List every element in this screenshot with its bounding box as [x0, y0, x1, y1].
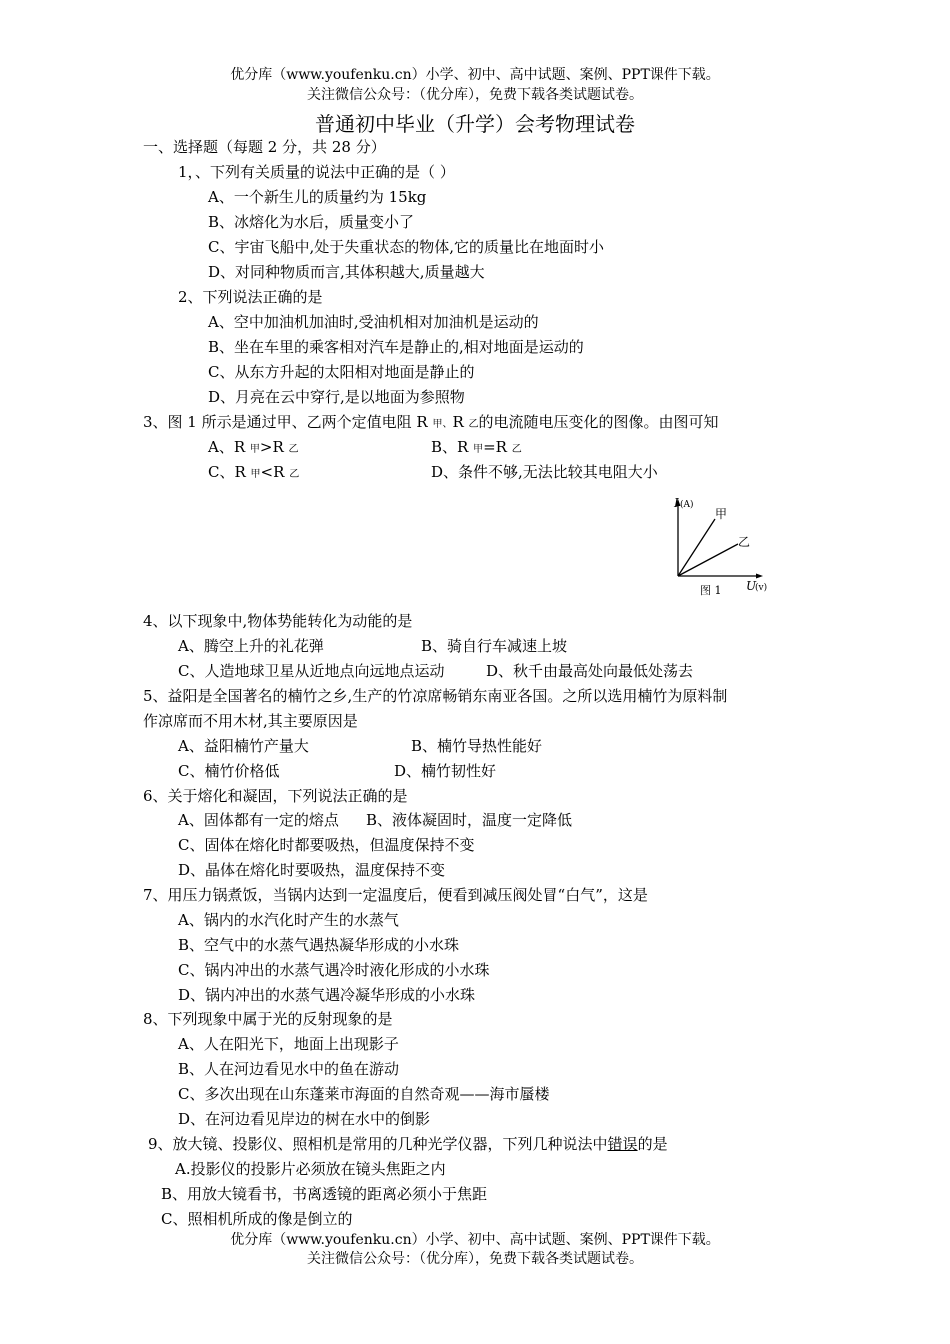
line-yi-label: 乙 [738, 535, 751, 549]
q1-option-d: D、对同种物质而言,其体积越大,质量越大 [208, 263, 485, 281]
x-axis-arrow-icon [756, 574, 763, 579]
q4-option-c: C、人造地球卫星从近地点向远地点运动 [178, 662, 445, 680]
q5-option-d: D、楠竹韧性好 [394, 762, 497, 780]
q2-option-d: D、月亮在云中穿行,是以地面为参照物 [208, 388, 465, 406]
q4-option-d: D、秋千由最高处向最低处荡去 [486, 662, 694, 680]
q3-option-a: A、R 甲>R 乙 [208, 438, 299, 456]
q6-option-d: D、晶体在熔化时要吸热，温度保持不变 [178, 861, 446, 879]
header-line-2: 关注微信公众号：（优分库），免费下载各类试题试卷。 [307, 87, 643, 103]
q8-option-a: A、人在阳光下，地面上出现影子 [178, 1035, 399, 1053]
q4-option-b: B、骑自行车减速上坡 [421, 637, 568, 655]
x-axis-label: U [746, 579, 757, 593]
q5-option-c: C、楠竹价格低 [178, 762, 280, 780]
q4-option-a: A、腾空上升的礼花弹 [178, 637, 324, 655]
q1-option-c: C、宇宙飞船中,处于失重状态的物体,它的质量比在地面时小 [208, 238, 605, 256]
section-heading: 一、选择题（每题 2 分，共 28 分） [143, 138, 386, 156]
footer-line-2: 关注微信公众号：（优分库），免费下载各类试题试卷。 [307, 1251, 643, 1267]
q7-option-b: B、空气中的水蒸气遇热凝华形成的小水珠 [178, 936, 460, 954]
q9-option-a: A.投影仪的投影片必须放在镜头焦距之内 [175, 1160, 446, 1178]
line-yi [678, 544, 738, 576]
q2-option-c: C、从东方升起的太阳相对地面是静止的 [208, 363, 475, 381]
q7-option-d: D、锅内冲出的水蒸气遇冷凝华形成的小水珠 [178, 986, 476, 1004]
q8-stem: 8、下列现象中属于光的反射现象的是 [143, 1010, 393, 1028]
q2-stem: 2、下列说法正确的是 [178, 288, 323, 306]
x-axis-unit: (v) [755, 583, 768, 593]
footer-line-1: 优分库（www.youfenku.cn）小学、初中、高中试题、案例、PPT课件下载。 [230, 1232, 720, 1248]
q5-stem-line-1: 5、益阳是全国著名的楠竹之乡,生产的竹凉席畅销东南亚各国。之所以选用楠竹为原料制 [143, 687, 728, 705]
q4-stem: 4、以下现象中,物体势能转化为动能的是 [143, 612, 413, 630]
figure-1-iu-graph [660, 494, 780, 599]
q1-stem: 1，、下列有关质量的说法中正确的是（ ） [178, 163, 455, 181]
line-jia [678, 519, 715, 576]
q2-option-b: B、坐在车里的乘客相对汽车是静止的,相对地面是运动的 [208, 338, 584, 356]
y-axis-label: I [674, 496, 679, 510]
q3-option-b: B、R 甲=R 乙 [431, 438, 522, 456]
q7-stem: 7、用压力锅煮饭，当锅内达到一定温度后，便看到减压阀处冒“白气”，这是 [143, 886, 648, 904]
q1-option-b: B、冰熔化为水后，质量变小了 [208, 213, 415, 231]
q6-option-a: A、固体都有一定的熔点 [178, 811, 339, 829]
q1-option-a: A、一个新生儿的质量约为 15kg [208, 188, 427, 206]
q9-option-c: C、照相机所成的像是倒立的 [161, 1210, 353, 1228]
q9-stem: 9、放大镜、投影仪、照相机是常用的几种光学仪器，下列几种说法中错误的是 [148, 1135, 668, 1153]
page-title: 普通初中毕业（升学）会考物理试卷 [315, 112, 635, 136]
header-line-1: 优分库（www.youfenku.cn）小学、初中、高中试题、案例、PPT课件下载。 [230, 67, 720, 83]
q6-option-b: B、液体凝固时，温度一定降低 [366, 811, 573, 829]
figure-caption: 图 1 [700, 584, 722, 597]
q7-option-c: C、锅内冲出的水蒸气遇冷时液化形成的小水珠 [178, 961, 490, 979]
q9-option-b: B、用放大镜看书，书离透镜的距离必须小于焦距 [161, 1185, 488, 1203]
q3-option-d: D、条件不够,无法比较其电阻大小 [431, 463, 658, 481]
q8-option-b: B、人在河边看见水中的鱼在游动 [178, 1060, 400, 1078]
q6-option-c: C、固体在熔化时都要吸热，但温度保持不变 [178, 836, 475, 854]
q8-option-d: D、在河边看见岸边的树在水中的倒影 [178, 1110, 431, 1128]
q5-stem-line-2: 作凉席而不用木材,其主要原因是 [143, 712, 358, 730]
q7-option-a: A、锅内的水汽化时产生的水蒸气 [178, 911, 399, 929]
y-axis-unit: (A) [680, 500, 694, 510]
q8-option-c: C、多次出现在山东蓬莱市海面的自然奇观——海市蜃楼 [178, 1085, 550, 1103]
q2-option-a: A、空中加油机加油时,受油机相对加油机是运动的 [208, 313, 539, 331]
line-jia-label: 甲 [715, 507, 728, 521]
q5-option-b: B、楠竹导热性能好 [411, 737, 543, 755]
q6-stem: 6、关于熔化和凝固，下列说法正确的是 [143, 787, 408, 805]
q3-option-c: C、R 甲<R 乙 [208, 463, 300, 481]
q5-option-a: A、益阳楠竹产量大 [178, 737, 309, 755]
q3-stem: 3、图 1 所示是通过甲、乙两个定值电阻 R 甲、R 乙的电流随电压变化的图像。由图可知 [143, 413, 719, 431]
